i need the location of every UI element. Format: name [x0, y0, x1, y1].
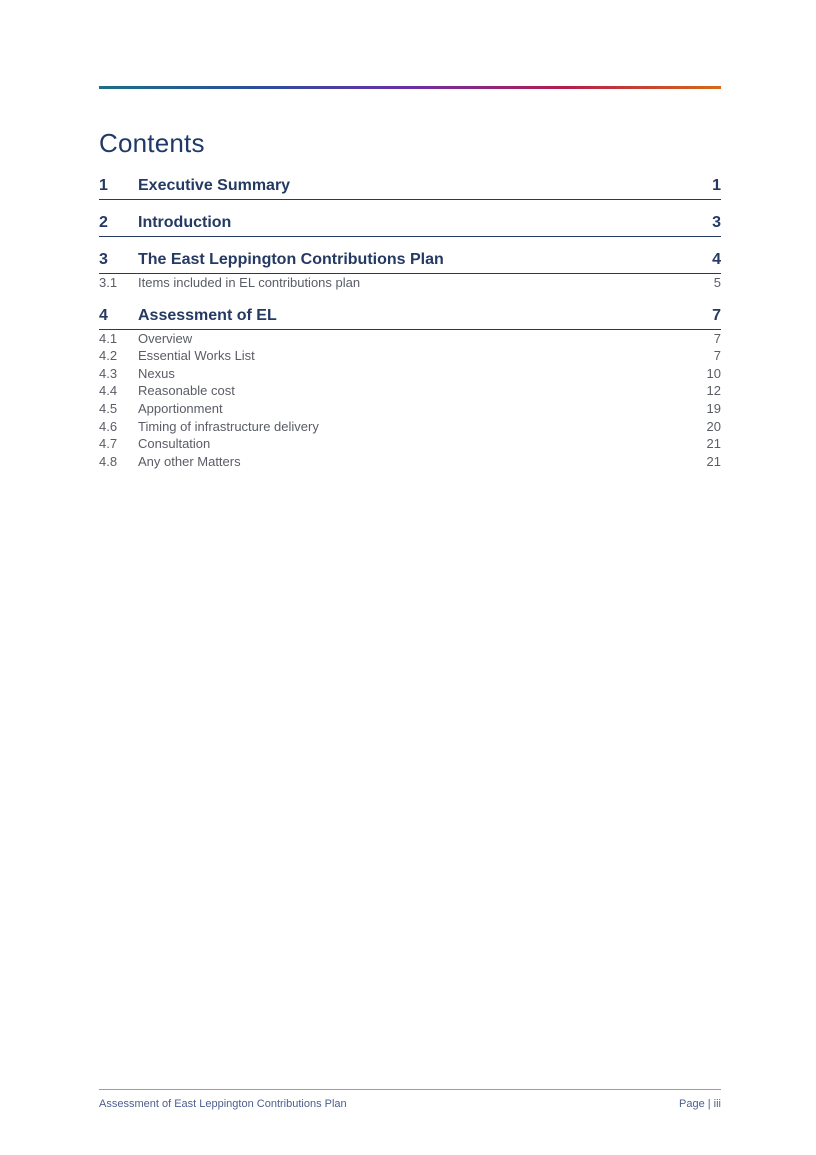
footer-page-label: Page | iii [679, 1098, 721, 1110]
toc-subsection-item[interactable] [99, 401, 721, 419]
toc-subsection-list [99, 331, 721, 472]
toc-subsection-number: 4.2 [99, 348, 118, 364]
toc-section-3 [99, 251, 721, 293]
footer-rule [99, 1089, 721, 1090]
toc-subsection-title: Reasonable cost [138, 383, 235, 399]
toc-subsection-list [99, 275, 721, 293]
toc-subsection-number: 4.7 [99, 436, 118, 452]
toc-subsection-page: 7 [713, 348, 721, 364]
toc-section-page: 1 [712, 177, 721, 194]
toc-subsection-number: 4.1 [99, 330, 118, 346]
toc-section-page: 4 [712, 251, 721, 268]
footer-document-title: Assessment of East Leppington Contributions Plan [99, 1098, 347, 1110]
toc-section-number: 4 [99, 306, 108, 324]
toc-subsection-page: 20 [706, 418, 721, 434]
toc-section-page: 3 [712, 214, 721, 231]
header-accent-rule [99, 86, 721, 89]
toc-subsection-item[interactable] [99, 383, 721, 401]
toc-section-title: The East Leppington Contributions Plan [138, 251, 444, 268]
toc-section-4 [99, 307, 721, 472]
toc-section-number: 1 [99, 177, 108, 194]
toc-subsection-title: Apportionment [138, 400, 223, 416]
contents-heading: Contents [99, 128, 205, 158]
toc-section-1 [99, 177, 721, 200]
toc-section-heading[interactable] [99, 177, 721, 200]
toc-subsection-item[interactable] [99, 454, 721, 472]
toc-subsection-title: Overview [138, 330, 193, 346]
toc-subsection-number: 4.6 [99, 418, 118, 434]
toc-subsection-title: Essential Works List [138, 348, 255, 364]
toc-section-2 [99, 214, 721, 237]
toc-subsection-item[interactable] [99, 366, 721, 384]
toc-section-page: 7 [712, 306, 721, 324]
toc-section-number: 3 [99, 251, 108, 268]
toc-subsection-number: 3.1 [99, 275, 118, 290]
toc-section-title: Introduction [138, 214, 232, 231]
toc-subsection-page: 21 [706, 436, 721, 452]
toc-subsection-page: 12 [706, 383, 721, 399]
toc-section-heading[interactable] [99, 251, 721, 274]
toc-section-heading[interactable] [99, 214, 721, 237]
toc-subsection-title: Consultation [138, 436, 211, 452]
toc-section-title: Executive Summary [138, 177, 291, 194]
toc-subsection-item[interactable] [99, 419, 721, 437]
toc-subsection-item[interactable] [99, 436, 721, 454]
toc-subsection-page: 10 [706, 365, 721, 381]
toc-subsection-number: 4.8 [99, 453, 118, 469]
toc-subsection-page: 7 [713, 330, 721, 346]
toc-subsection-page: 21 [706, 453, 721, 469]
toc-subsection-item[interactable] [99, 348, 721, 366]
toc-subsection-number: 4.4 [99, 383, 118, 399]
toc-subsection-title: Nexus [138, 365, 175, 381]
toc-subsection-title: Items included in EL contributions plan [138, 275, 361, 290]
table-of-contents [99, 177, 721, 471]
toc-section-title: Assessment of EL [138, 306, 277, 324]
toc-subsection-number: 4.3 [99, 365, 118, 381]
toc-section-heading[interactable] [99, 307, 721, 330]
toc-subsection-title: Timing of infrastructure delivery [138, 418, 319, 434]
toc-subsection-page: 5 [713, 275, 721, 290]
toc-subsection-item[interactable] [99, 331, 721, 349]
toc-subsection-title: Any other Matters [138, 453, 241, 469]
toc-subsection-number: 4.5 [99, 400, 118, 416]
toc-section-number: 2 [99, 214, 108, 231]
toc-subsection-page: 19 [706, 400, 721, 416]
toc-subsection-item[interactable] [99, 275, 721, 293]
